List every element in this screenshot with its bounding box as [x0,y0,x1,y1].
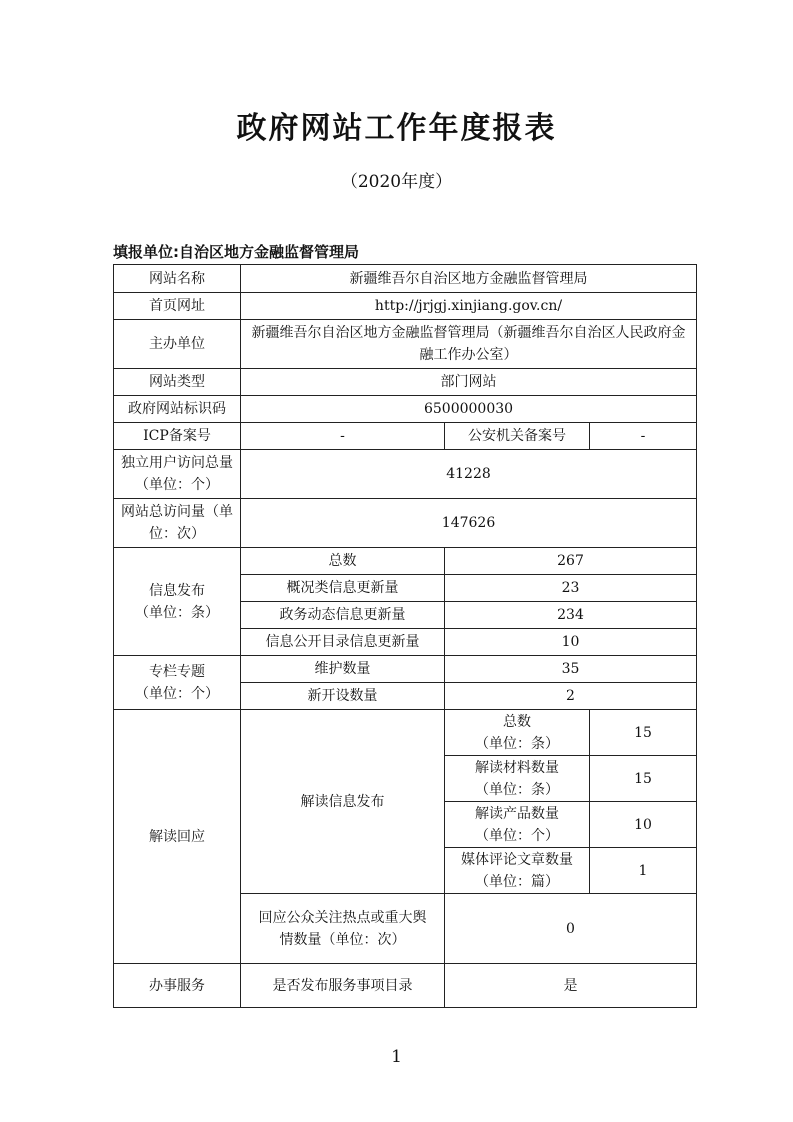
home-url-label: 首页网址 [114,293,241,320]
row-home-url [114,293,697,320]
info-publish-label [114,548,241,656]
row-unique-visitors [114,450,697,499]
sponsor-value: 新疆维吾尔自治区地方金融监督管理局（新疆维吾尔自治区人民政府金融工作办公室） [241,320,697,369]
reporting-unit: 填报单位:自治区地方金融监督管理局 [113,243,360,261]
columns-unit: （单位：个） [135,685,219,702]
site-name-label: 网站名称 [114,265,241,293]
interp-item-value: 1 [590,848,697,894]
interp-item-unit: （单位：个） [475,827,559,844]
columns-item-label: 新开设数量 [241,683,445,710]
icp-value: - [241,423,445,450]
unique-visitors-label: 独立用户访问总量（单位：个） [114,450,241,499]
gov-id-value: 6500000030 [241,396,697,423]
total-visits-label: 网站总访问量（单位：次） [114,499,241,548]
info-item-value: 10 [445,629,697,656]
site-type-value: 部门网站 [241,369,697,396]
info-item-value: 23 [445,575,697,602]
unique-visitors-value: 41228 [241,450,697,499]
info-item-label: 信息公开目录信息更新量 [241,629,445,656]
service-item-label: 是否发布服务事项目录 [241,964,445,1008]
report-table [113,264,697,1008]
interpretation-sub-label: 解读信息发布 [241,710,445,894]
icp-label: ICP备案号 [114,423,241,450]
response-label: 回应公众关注热点或重大舆情数量（单位：次） [241,894,445,964]
interp-item-name: 解读产品数量 [475,805,559,822]
info-item-label: 概况类信息更新量 [241,575,445,602]
interp-item-unit: （单位：条） [475,781,559,798]
row-site-name [114,265,697,293]
columns-item-value: 35 [445,656,697,683]
row-info-total [114,548,697,575]
interp-item-value: 10 [590,802,697,848]
page-title: 政府网站工作年度报表 [236,111,557,146]
row-total-visits [114,499,697,548]
sponsor-label: 主办单位 [114,320,241,369]
interp-item-name: 媒体评论文章数量 [461,851,573,868]
service-label: 办事服务 [114,964,241,1008]
row-interp-total [114,710,697,756]
row-site-type [114,369,697,396]
service-item-value: 是 [445,964,697,1008]
gov-id-label: 政府网站标识码 [114,396,241,423]
interp-item-label [445,802,590,848]
row-service [114,964,697,1008]
columns-item-label: 维护数量 [241,656,445,683]
info-publish-title: 信息发布 [149,582,205,599]
interp-item-unit: （单位：篇） [475,873,559,890]
interp-item-label [445,710,590,756]
columns-title: 专栏专题 [149,663,205,680]
info-item-label: 政务动态信息更新量 [241,602,445,629]
columns-label [114,656,241,710]
interp-item-unit: （单位：条） [475,735,559,752]
row-gov-id [114,396,697,423]
interp-item-value: 15 [590,756,697,802]
row-sponsor [114,320,697,369]
interpretation-label: 解读回应 [114,710,241,964]
row-icp [114,423,697,450]
info-item-value: 234 [445,602,697,629]
interp-item-name: 解读材料数量 [475,759,559,776]
interp-item-label [445,848,590,894]
total-visits-value: 147626 [241,499,697,548]
row-columns-maintained [114,656,697,683]
interp-item-label [445,756,590,802]
site-type-label: 网站类型 [114,369,241,396]
report-year: （2020年度） [340,172,453,192]
police-record-label: 公安机关备案号 [445,423,590,450]
columns-item-value: 2 [445,683,697,710]
interp-item-name: 总数 [503,713,531,730]
response-value: 0 [445,894,697,964]
info-item-value: 267 [445,548,697,575]
police-record-value: - [590,423,697,450]
info-item-label: 总数 [241,548,445,575]
page-number: 1 [391,1047,402,1067]
interp-item-value: 15 [590,710,697,756]
info-publish-unit: （单位：条） [135,604,219,621]
site-name-value: 新疆维吾尔自治区地方金融监督管理局 [241,265,697,293]
home-url-value: http://jrjgj.xinjiang.gov.cn/ [241,293,697,320]
